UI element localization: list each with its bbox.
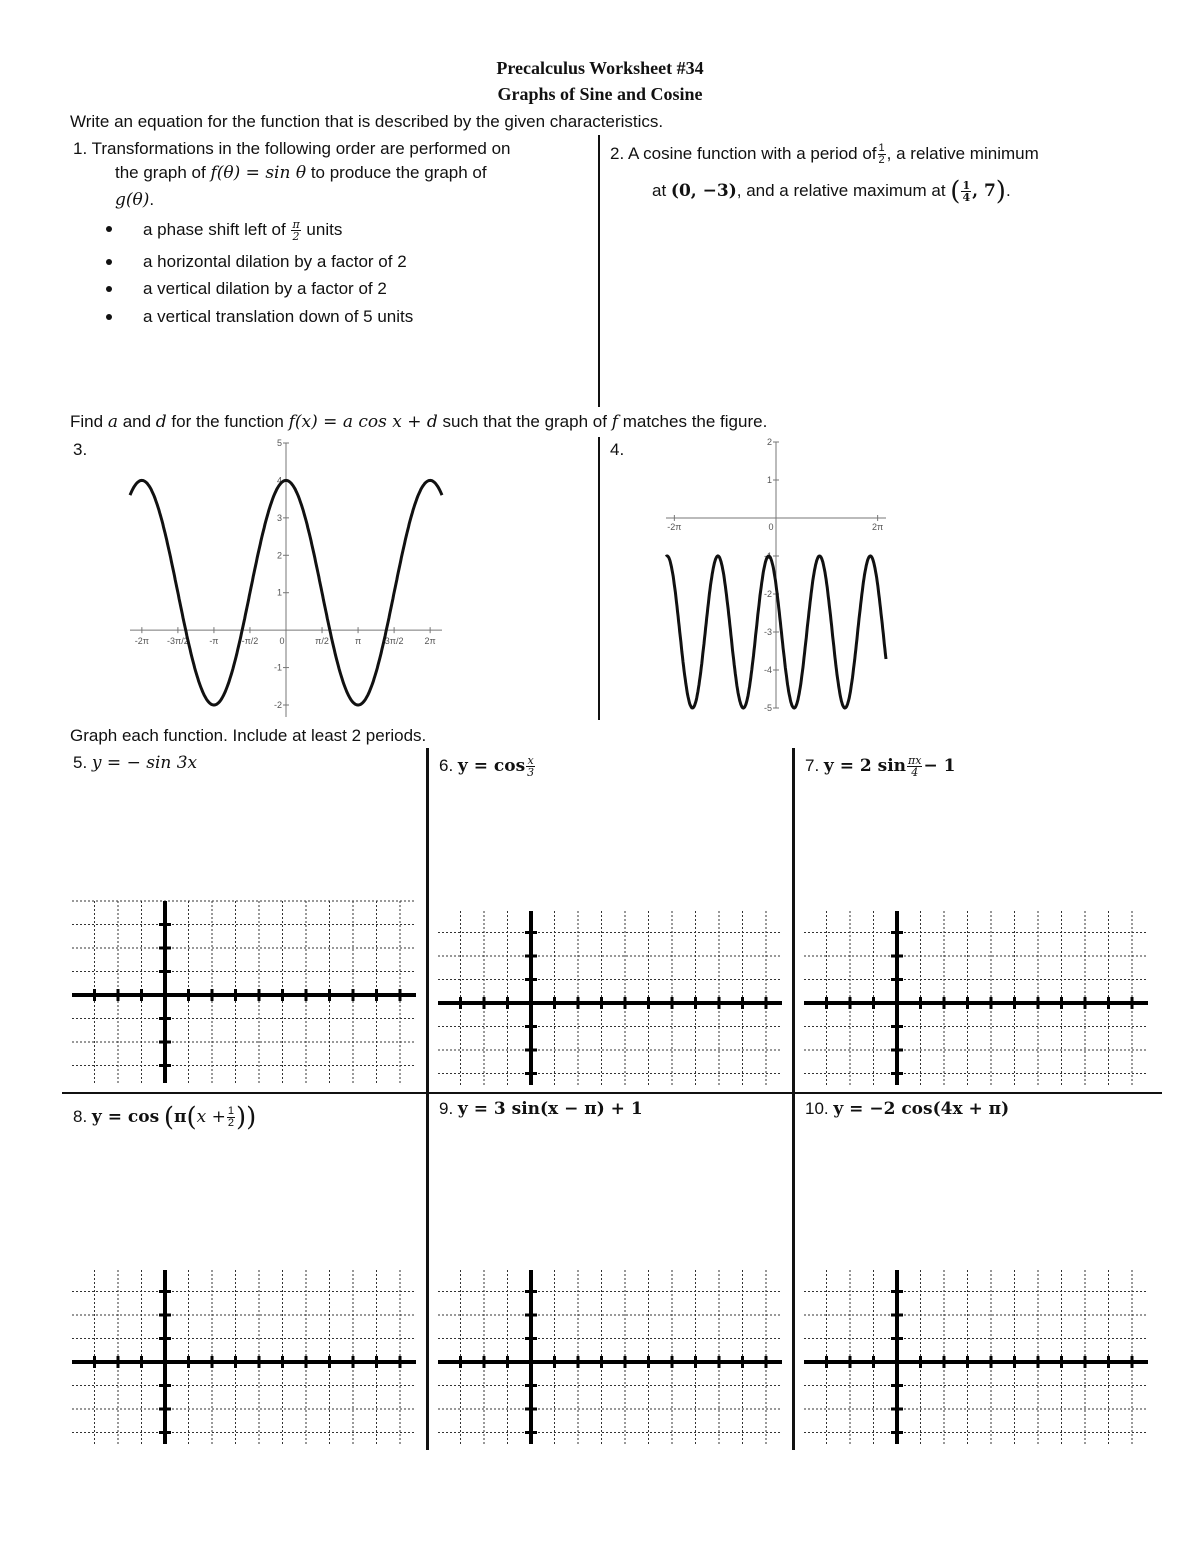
grid-row-divider — [62, 1092, 1162, 1094]
bullet-item-3: a vertical dilation by a factor of 2 — [143, 279, 387, 298]
problem-8: 8. y = cos (π(x + $\frac{1}{2}$ )) — [73, 1102, 257, 1133]
y-tick-label: 2 — [766, 437, 772, 447]
column-divider — [598, 437, 600, 720]
page-title: Precalculus Worksheet #34 — [496, 58, 704, 78]
page-subtitle: Graphs of Sine and Cosine — [497, 84, 703, 104]
graph-grid-5[interactable] — [70, 897, 420, 1087]
y-tick-label: 4 — [276, 475, 282, 486]
problem-10: 10. y = −2 cos(4x + π) — [805, 1099, 1010, 1119]
problem-2-line2: at (0, −3), and a relative maximum at ( $\frac{1}{4}$ , 7). — [652, 176, 1011, 207]
y-tick-label: -2 — [273, 700, 282, 710]
bullet-item-2: a horizontal dilation by a factor of 2 — [143, 252, 407, 271]
problem-3-graph — [120, 435, 450, 725]
problem-9: 9. y = 3 sin(x − π) + 1 — [439, 1099, 643, 1119]
graph-grid-10[interactable] — [802, 1266, 1152, 1448]
problem-2: 2. A cosine function with a period of $\frac{1}{2}$ , a relative minimum — [610, 142, 1039, 166]
section2-instruction: Find a and d for the function f(x) = a cos x + d such that the graph of f matches the figure. — [70, 412, 768, 432]
y-tick-label: 2 — [276, 550, 282, 561]
x-tick-label: -3π/2 — [167, 636, 189, 647]
bullet-item-4: a vertical translation down of 5 units — [143, 307, 414, 326]
problem-3-number: 3. — [73, 440, 88, 459]
grid-column-divider — [426, 748, 429, 1450]
graph-grid-8[interactable] — [70, 1266, 420, 1448]
problem-1-line2: the graph of f(θ) = sin θ to produce the graph of — [115, 163, 487, 183]
x-tick-label: -2π — [667, 522, 682, 532]
problem-4-graph — [660, 432, 895, 717]
bullet-icon — [106, 314, 112, 320]
f-theta-equation: f(θ) = sin θ — [210, 163, 307, 183]
y-tick-label: 1 — [276, 587, 282, 598]
problem-1-line3: g(θ). — [115, 190, 155, 210]
column-divider — [598, 135, 600, 407]
x-tick-label: π/2 — [315, 636, 329, 647]
section1-instruction: Write an equation for the function that is described by the given characteristics. — [70, 112, 664, 131]
bullet-icon — [106, 259, 112, 265]
section3-instruction: Graph each function. Include at least 2 periods. — [70, 726, 427, 745]
problem-1-number: 1. — [73, 139, 88, 158]
y-tick-label: 1 — [766, 475, 772, 485]
f-x-equation: f(x) = a cos x + d — [288, 412, 438, 432]
x-tick-label: 3π/2 — [384, 636, 404, 647]
bullet-icon — [106, 226, 112, 232]
x-tick-label: π — [354, 636, 362, 647]
y-tick-label: -5 — [763, 703, 772, 713]
x-tick-label: 0 — [768, 522, 774, 532]
y-tick-label: 5 — [276, 438, 282, 448]
bullet-icon — [106, 286, 112, 292]
problem-5: 5. y = − sin 3x — [73, 753, 198, 773]
x-tick-label: -π/2 — [241, 636, 259, 647]
graph-grid-9[interactable] — [436, 1266, 786, 1448]
x-tick-label: 0 — [279, 636, 285, 647]
y-tick-label: -4 — [763, 665, 772, 675]
problem-6: 6. y = cos $\frac{x}{3}$ — [439, 754, 535, 779]
problem-1-line1: Transformations in the following order are performed on — [91, 139, 511, 158]
y-tick-label: 3 — [276, 512, 282, 523]
problem-1 — [73, 139, 511, 159]
problem-4-number: 4. — [610, 440, 625, 459]
graph-grid-7[interactable] — [802, 907, 1152, 1089]
grid-column-divider — [792, 748, 795, 1450]
x-tick-label: -2π — [134, 636, 149, 647]
y-tick-label: -2 — [763, 589, 772, 599]
x-tick-label: -π — [209, 636, 219, 647]
y-tick-label: -1 — [763, 551, 772, 561]
y-tick-label: -1 — [273, 662, 282, 673]
y-tick-label: -3 — [763, 627, 772, 637]
bullet-item-1: a phase shift left of $\frac{\pi}{2}$ units — [143, 218, 343, 243]
x-tick-label: 2π — [424, 636, 436, 647]
problem-7: 7. y = 2 sin $\frac{\pi x}{4}$ − 1 — [805, 754, 956, 779]
graph-grid-6[interactable] — [436, 907, 786, 1089]
x-tick-label: 2π — [872, 522, 884, 532]
